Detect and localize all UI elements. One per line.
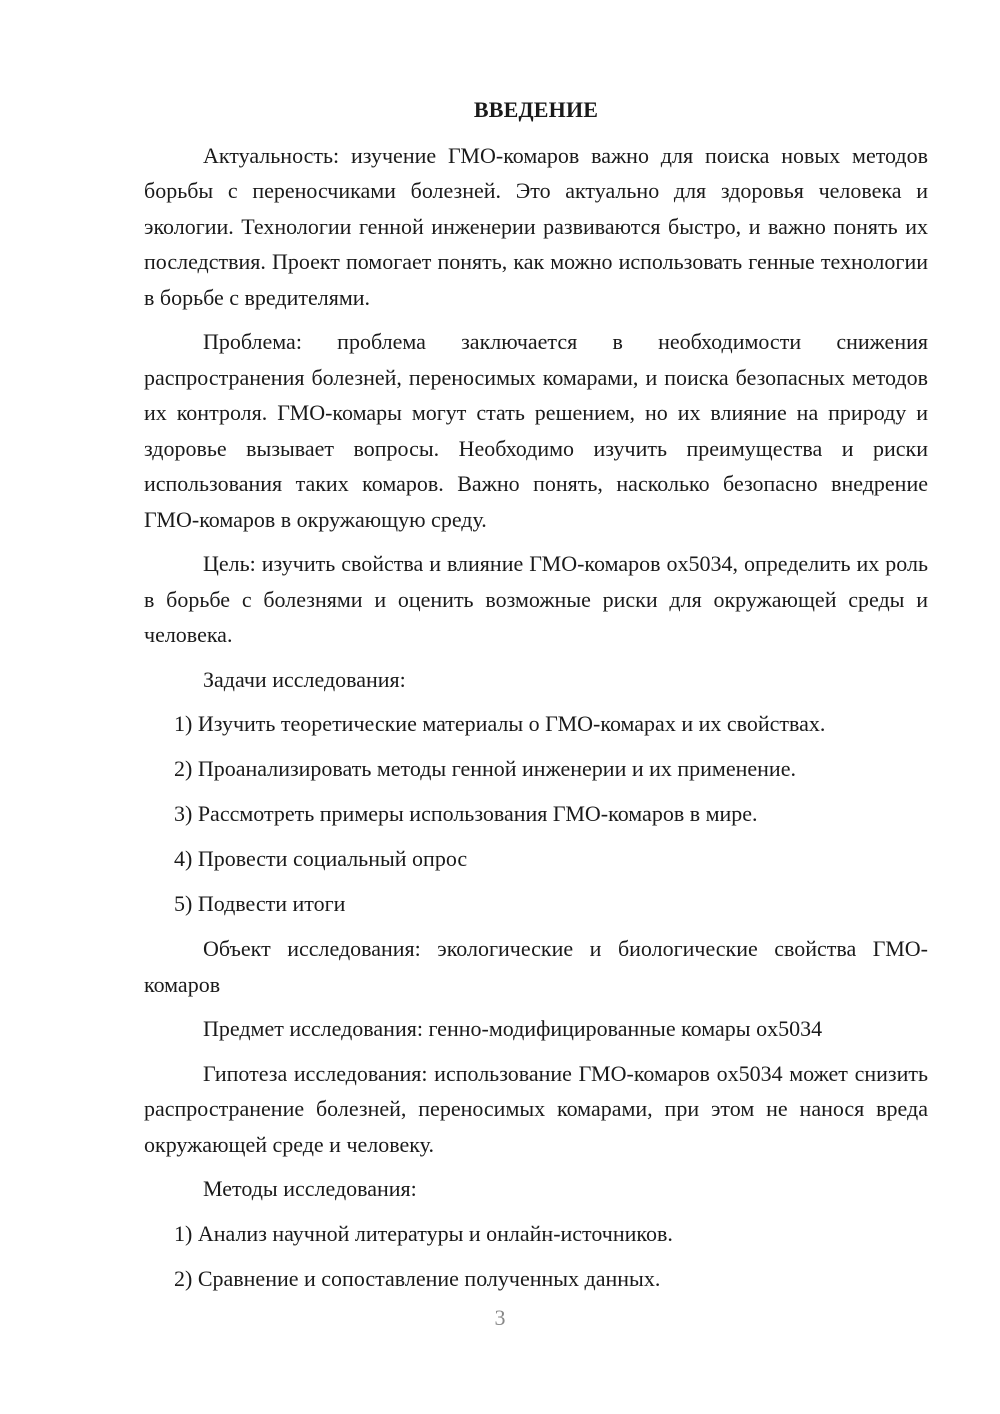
methods-heading: Методы исследования: [203,1176,417,1201]
subject-paragraph: Предмет исследования: генно-модифицированные комары ox5034 [203,1016,823,1041]
relevance-paragraph: Актуальность: изучение ГМО-комаров важно для поиска новых методов борьбы с переносчиками болезней. Это актуально для здоровья человека и экологии. Технологии генной инженерии развиваются быстро, и важно понять их последствия. Проект помогает понять, как можно использовать генные технологии в борьбе с вредителями. [144,142,928,310]
hypothesis-paragraph: Гипотеза исследования: использование ГМО-комаров ox5034 может снизить распространение болезней, переносимых комарами, при этом не нанося вреда окружающей среде и человеку. [144,1060,928,1157]
goal-paragraph: Цель: изучить свойства и влияние ГМО-комаров ox5034, определить их роль в борьбе с болезнями и оценить возможные риски для окружающей среды и человека. [144,551,928,647]
method-item: 2) Сравнение и сопоставление полученных данных. [174,1265,661,1291]
method-item: 1) Анализ научной литературы и онлайн-источников. [174,1220,673,1246]
tasks-list [144,706,928,922]
task-item: 2) Проанализировать методы генной инженерии и их применение. [174,756,796,781]
methods-list [144,1216,928,1297]
section-title: ВВЕДЕНИЕ [473,97,599,122]
task-item: 1) Изучить теоретические материалы о ГМО-комарах и их свойствах. [174,711,826,736]
problem-paragraph: Проблема: проблема заключается в необходимости снижения распространения болезней, переносимых комарами, и поиска безопасных методов их контроля. ГМО-комары могут стать решением, но их влияние на природу и здоровье вызывает вопросы. Необходимо изучить преимущества и риски использования таких комаров. Важно понять, насколько безопасно внедрение ГМО-комаров в окружающую среду. [144,329,928,532]
page-number: 3 [494,1305,506,1330]
document-page [144,92,928,1306]
task-item: 3) Рассмотреть примеры использования ГМО-комаров в мире. [174,801,758,826]
tasks-heading: Задачи исследования: [203,666,406,692]
task-item: 5) Подвести итоги [174,891,346,916]
object-paragraph: Объект исследования: экологические и биологические свойства ГМО-комаров [144,936,928,997]
task-item: 4) Провести социальный опрос [174,846,468,871]
